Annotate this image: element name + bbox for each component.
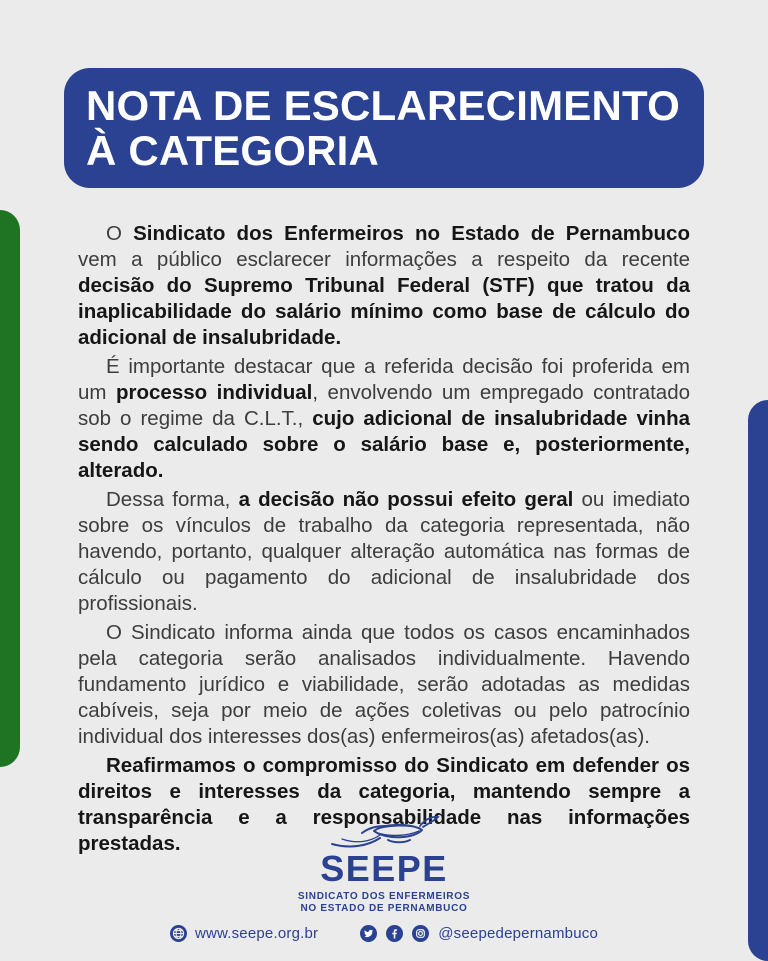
body-paragraph: O Sindicato informa ainda que todos os casos encaminhados pela categoria serão analisados individualmente. Havendo fundamento jurídico e viabilidade, serão adotadas as medidas cabíveis, seja por meio de ações coletivas ou pelo patrocínio individual dos interesses dos(as) enfermeiros(as) afetados(as). [78, 621, 690, 748]
title-banner [64, 68, 704, 188]
social-handle[interactable]: @seepedepernambuco [438, 924, 599, 942]
page-title [86, 83, 680, 173]
instagram-icon[interactable] [412, 925, 429, 942]
website-url[interactable]: www.seepe.org.br [194, 924, 319, 942]
social-icons [360, 925, 598, 942]
left-green-accent-bar [0, 210, 20, 767]
logo-subtitle-line2: NO ESTADO DE PERNAMBUCO [300, 903, 468, 914]
logo-wordmark: SEEPE [320, 848, 448, 889]
note-body [78, 221, 690, 860]
seepe-logo [0, 814, 768, 915]
website-group [170, 925, 318, 942]
nightingale-lamp-icon [328, 814, 440, 850]
logo-subtitle-line1: SINDICATO DOS ENFERMEIROS [297, 891, 471, 902]
globe-icon [170, 925, 187, 942]
body-paragraph: Reafirmamos o compromisso do Sindicato em defender os direitos e interesses da categoria, mantendo sempre a transparência e a responsabilidade nas informações prestadas. [78, 754, 690, 855]
twitter-icon[interactable] [360, 925, 377, 942]
body-paragraph: O Sindicato dos Enfermeiros no Estado de Pernambuco vem a público esclarecer informações a respeito da recente decisão do Supremo Tribunal Federal (STF) que tratou da inaplicabilidade do salário mínimo como base de cálculo do adicional de insalubridade. [78, 222, 690, 349]
page-title-line1: NOTA DE ESCLARECIMENTO [86, 82, 680, 129]
footer [0, 919, 768, 947]
logo-subtitle [0, 891, 768, 915]
facebook-icon[interactable] [386, 925, 403, 942]
body-paragraph: É importante destacar que a referida decisão foi proferida em um processo individual, envolvendo um empregado contratado sob o regime da C.L.T., cujo adicional de insalubridade vinha sendo calculado sobre o salário base e, posteriormente, alterado. [78, 355, 691, 482]
body-paragraph: Dessa forma, a decisão não possui efeito geral ou imediato sobre os vínculos de trabalho da categoria representada, não havendo, portanto, qualquer alteração automática nas formas de cálculo ou pagamento do adicional de insalubridade dos profissionais. [78, 488, 690, 615]
page-title-line2: À CATEGORIA [86, 127, 380, 174]
